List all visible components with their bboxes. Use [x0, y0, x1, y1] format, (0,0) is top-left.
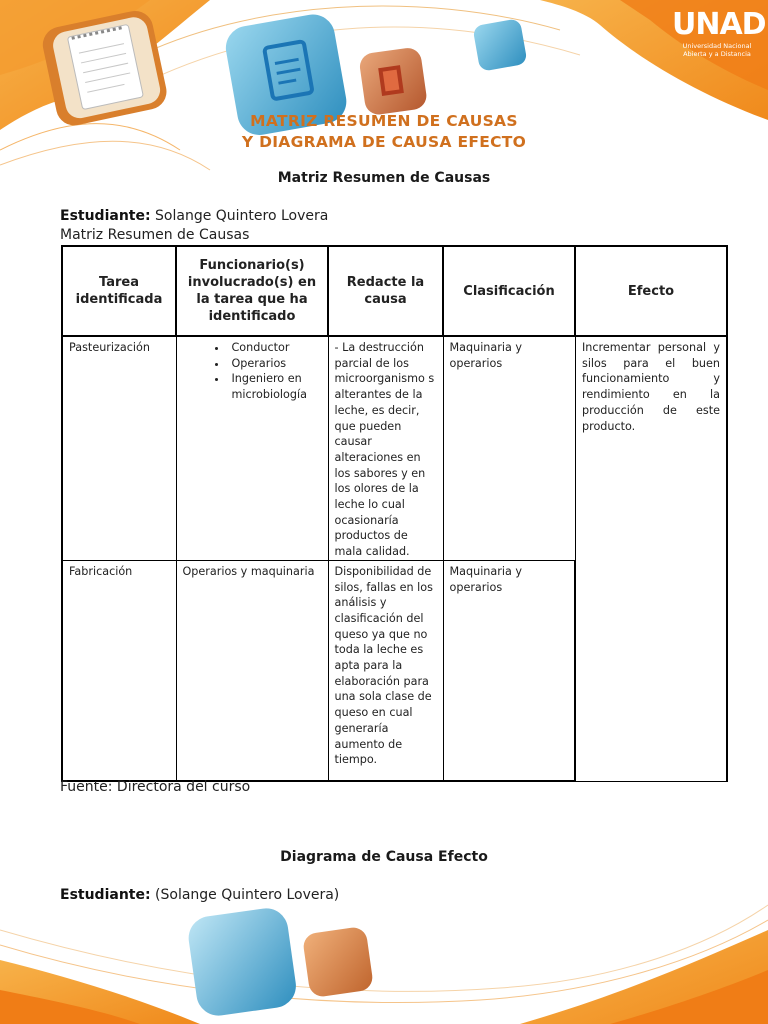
logo-subtitle: Universidad Nacional Abierta y a Distancia	[682, 42, 752, 58]
source-note: Fuente: Directora del curso	[60, 779, 251, 795]
header-efecto: Efecto	[575, 246, 727, 336]
cell-funcionarios: Operarios y maquinaria	[176, 560, 328, 781]
unad-logo	[672, 7, 766, 76]
cell-tarea: Fabricación	[62, 560, 176, 781]
header-causa: Redacte la causa	[328, 246, 443, 336]
student-line	[60, 208, 328, 224]
list-item: • Conductor	[228, 340, 322, 356]
cell-efecto: Incrementar personal y silos para el buen funcionamiento y rendimiento en la producción de este producto.	[575, 336, 727, 781]
list-item: • Ingeniero en microbiología	[228, 371, 322, 402]
cell-causa: - La destrucción parcial de los microorganismo s alterantes de la leche, es decir, que pueden causar alteraciones en los sabores y en los olores de la leche lo cual ocasionaría productos de mala calidad.	[328, 336, 443, 560]
footer-decoration	[0, 900, 768, 1024]
cell-clasificacion: Maquinaria y operarios	[443, 560, 575, 781]
causes-matrix-table	[61, 245, 728, 782]
logo-text: UNAD	[672, 7, 766, 42]
student-label: Estudiante:	[60, 208, 151, 224]
table-caption: Matriz Resumen de Causas	[60, 227, 250, 243]
section1-title: Matriz Resumen de Causas	[277, 170, 491, 186]
table-header-row	[62, 246, 727, 336]
cell-tarea: Pasteurización	[62, 336, 176, 560]
table-row	[62, 336, 727, 560]
student-name: Solange Quintero Lovera	[155, 208, 329, 224]
student-name: (Solange Quintero Lovera)	[155, 887, 340, 903]
cell-clasificacion: Maquinaria y operarios	[443, 336, 575, 560]
document-title-line1: MATRIZ RESUMEN DE CAUSAS	[250, 112, 518, 130]
document-title-line2: Y DIAGRAMA DE CAUSA EFECTO	[241, 133, 527, 151]
list-item: • Operarios	[228, 356, 322, 372]
header-tarea: Tarea identificada	[62, 246, 176, 336]
student-label: Estudiante:	[60, 887, 151, 903]
header-funcionarios: Funcionario(s) involucrado(s) en la tarea que ha identificado	[176, 246, 328, 336]
header-clasificacion: Clasificación	[443, 246, 575, 336]
cell-causa: Disponibilidad de silos, fallas en los análisis y clasificación del queso ya que no toda la leche es apta para la elaboración para una sola clase de queso en cual generaría aumento de tiempo.	[328, 560, 443, 781]
funcionarios-list	[183, 340, 322, 403]
cell-funcionarios	[176, 336, 328, 560]
section2-title: Diagrama de Causa Efecto	[280, 849, 488, 865]
